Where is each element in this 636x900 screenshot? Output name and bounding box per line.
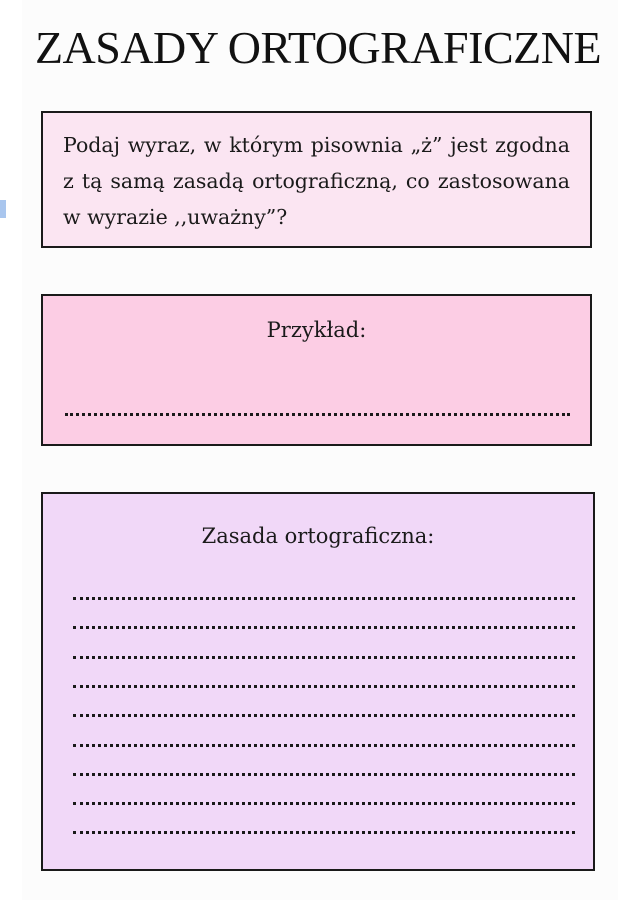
example-answer-line[interactable] [65, 413, 570, 416]
rule-label: Zasada ortograficzna: [201, 524, 435, 548]
rule-answer-line[interactable] [73, 744, 575, 747]
rule-answer-line[interactable] [73, 714, 575, 717]
question-box [41, 111, 592, 248]
rule-box [41, 492, 595, 871]
rule-answer-line[interactable] [73, 802, 575, 805]
rule-answer-line[interactable] [73, 773, 575, 776]
rule-answer-line[interactable] [73, 685, 575, 688]
example-label: Przykład: [266, 318, 367, 342]
edge-marker [0, 200, 6, 218]
rule-answer-line[interactable] [73, 626, 575, 629]
rule-answer-line[interactable] [73, 597, 575, 600]
rule-answer-line[interactable] [73, 656, 575, 659]
page-title: ZASADY ORTOGRAFICZNE [34, 22, 602, 73]
question-text: Podaj wyraz, w którym pisownia „ż” jest zgodna z tą samą zasadą ortograficzną, co zastosowana w wyrazie ,,uważny”? [63, 133, 570, 229]
example-box [41, 294, 592, 446]
rule-answer-line[interactable] [73, 831, 575, 834]
